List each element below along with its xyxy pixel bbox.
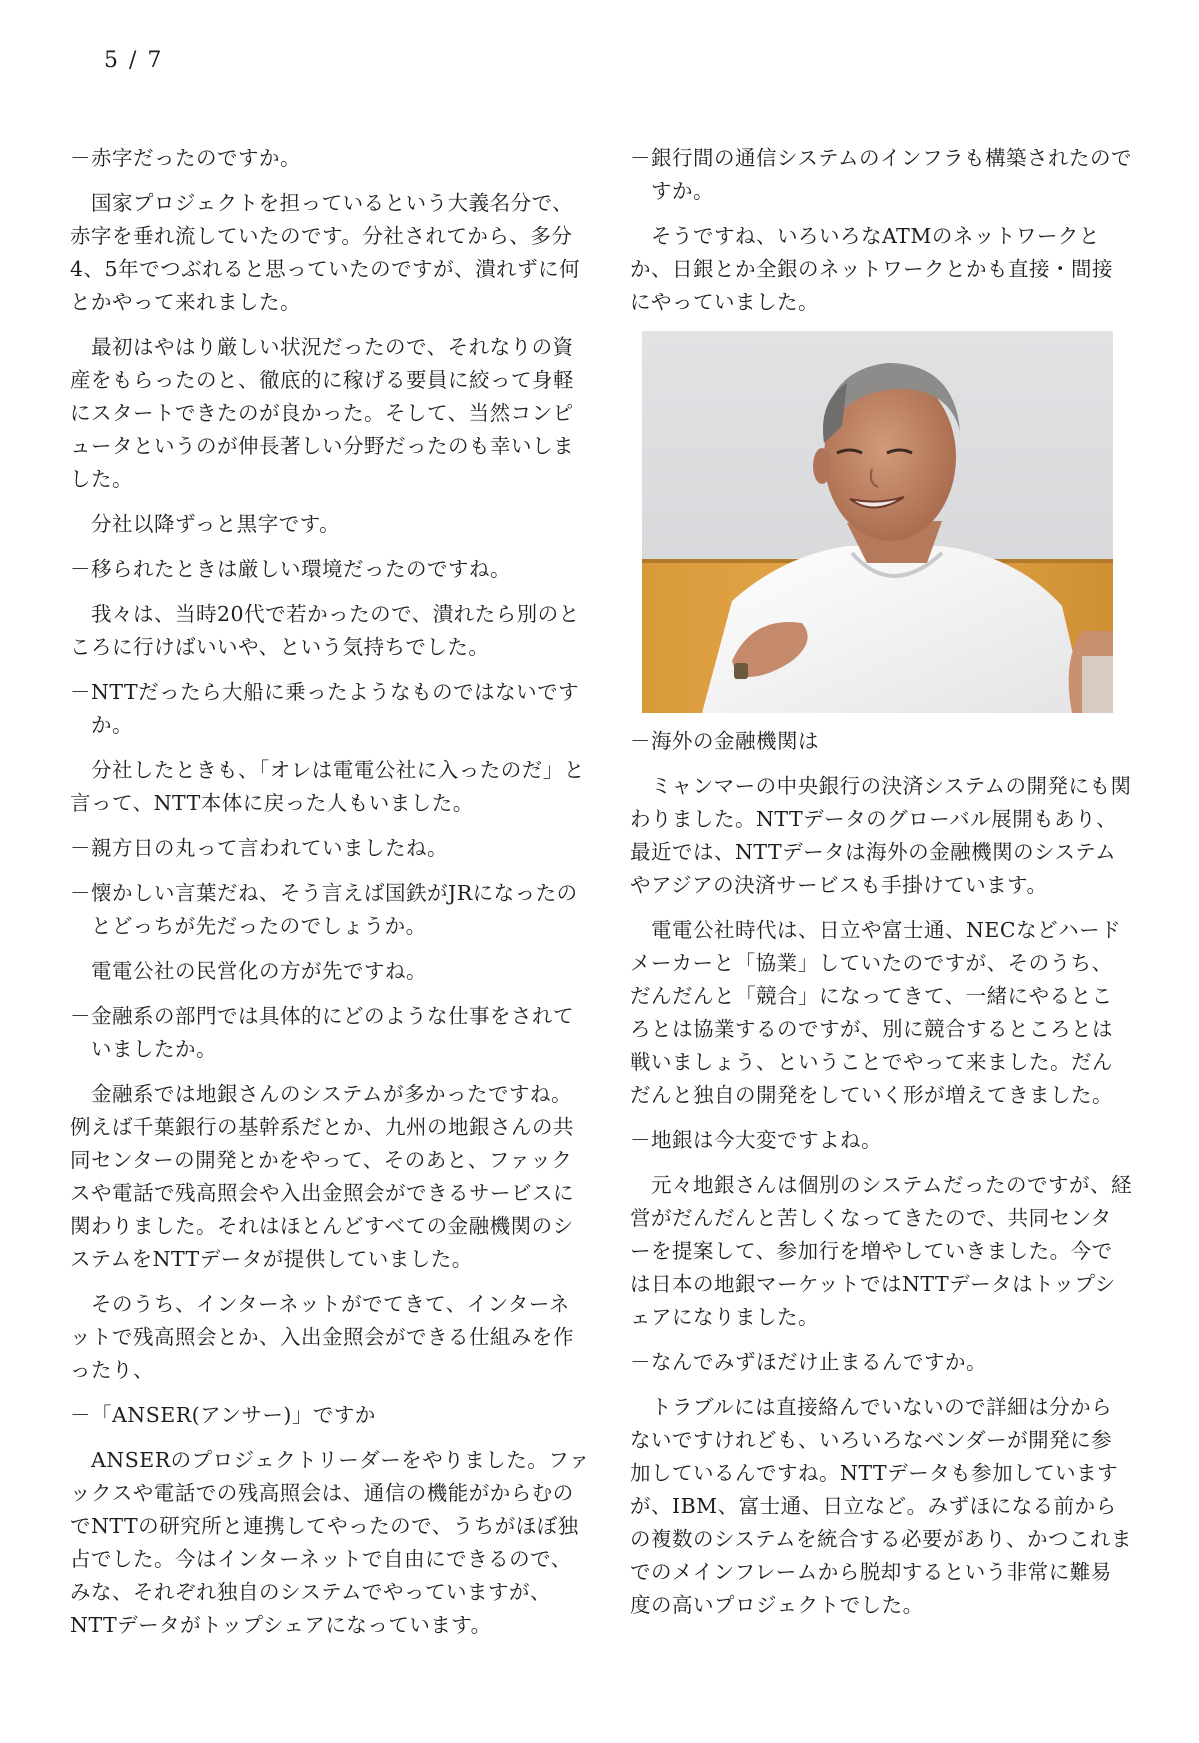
interview-question: －地銀は今大変ですよね。 [630, 1128, 882, 1152]
interview-question: －金融系の部門では具体的にどのような仕事をされていましたか。 [70, 1004, 574, 1061]
interview-answer: 最初はやはり厳しい状況だったので、それなりの資産をもらったのと、徹底的に稼げる要員に絞って身軽にスタートできたのが良かった。そして、当然コンピュータというのが伸長著しい分野だったのも幸いしました。 [70, 335, 574, 491]
interview-question: －赤字だったのですか。 [70, 146, 301, 170]
interview-question: －海外の金融機関は [630, 729, 819, 753]
interview-answer: 国家プロジェクトを担っているという大義名分で、赤字を垂れ流していたのです。分社されてから、多分4、5年でつぶれると思っていたのですが、潰れずに何とかやって来れました。 [70, 191, 581, 314]
interview-answer: そのうち、インターネットがでてきて、インターネットで残高照会とか、入出金照会ができる仕組みを作ったり、 [70, 1292, 574, 1382]
interview-answer: トラブルには直接絡んでいないので詳細は分からないですけれども、いろいろなベンダーが開発に参加しているんですね。NTTデータも参加していますが、IBM、富士通、日立など。みずほになる前からの複数のシステムを統合する必要があり、かつこれまでのメインフレームから脱却するという非常に難易度の高いプロジェクトでした。 [630, 1395, 1132, 1617]
interview-question: －移られたときは厳しい環境だったのですね。 [70, 557, 511, 581]
left-column [70, 142, 590, 1654]
interview-answer: そうですね、いろいろなATMのネットワークとか、日銀とか全銀のネットワークとかも直接・間接にやっていました。 [630, 224, 1113, 314]
interview-answer: 金融系では地銀さんのシステムが多かったですね。例えば千葉銀行の基幹系だとか、九州の地銀さんの共同センターの開発とかをやって、そのあと、ファックスや電話で残高照会や入出金照会ができるサービスに関わりました。それはほとんどすべての金融機関のシステムをNTTデータが提供していました。 [70, 1082, 574, 1271]
interview-answer: ANSERのプロジェクトリーダーをやりました。ファックスや電話での残高照会は、通信の機能がからむのでNTTの研究所と連携してやったので、うちがほぼ独占でした。今はインターネットで自由にできるので、みな、それぞれ独自のシステムでやっていますが、NTTデータがトップシェアになっています。 [70, 1448, 590, 1637]
interview-question: －「ANSER(アンサー)」ですか [70, 1403, 376, 1427]
page-number: 5 / 7 [104, 48, 164, 73]
interview-answer: 分社以降ずっと黒字です。 [91, 512, 341, 536]
interview-question: －なんでみずほだけ止まるんですか。 [630, 1350, 987, 1374]
interview-answer: 我々は、当時20代で若かったので、潰れたら別のところに行けばいいや、という気持ちでした。 [70, 602, 580, 659]
interview-question: －NTTだったら大船に乗ったようなものではないですか。 [70, 680, 580, 737]
interview-answer: 電電公社の民営化の方が先ですね。 [91, 959, 427, 983]
interview-question: －銀行間の通信システムのインフラも構築されたのですか。 [630, 146, 1132, 203]
interview-answer: 電電公社時代は、日立や富士通、NECなどハードメーカーと「協業」していたのですが、そのうち、だんだんと「競合」になってきて、一緒にやるところとは協業するのですが、別に競合するところとは戦いましょう、ということでやって来ました。だんだんと独自の開発をしていく形が増えてきました。 [630, 918, 1122, 1107]
interview-question: －懐かしい言葉だね、そう言えば国鉄がJRになったのとどっちが先だったのでしょうか。 [70, 881, 578, 938]
right-column [630, 142, 1132, 1634]
smiling-man-photo [642, 331, 1113, 713]
interview-answer: 元々地銀さんは個別のシステムだったのですが、経営がだんだんと苦しくなってきたので、共同センターを提案して、参加行を増やしていきました。今では日本の地銀マーケットではNTTデータはトップシェアになりました。 [630, 1173, 1132, 1329]
interview-question: －親方日の丸って言われていましたね。 [70, 836, 448, 860]
interview-answer: 分社したときも、「オレは電電公社に入ったのだ」と言って、NTT本体に戻った人もいました。 [70, 758, 585, 815]
interview-answer: ミャンマーの中央銀行の決済システムの開発にも関わりました。NTTデータのグローバル展開もあり、最近では、NTTデータは海外の金融機関のシステムやアジアの決済サービスも手掛けています。 [630, 774, 1132, 897]
